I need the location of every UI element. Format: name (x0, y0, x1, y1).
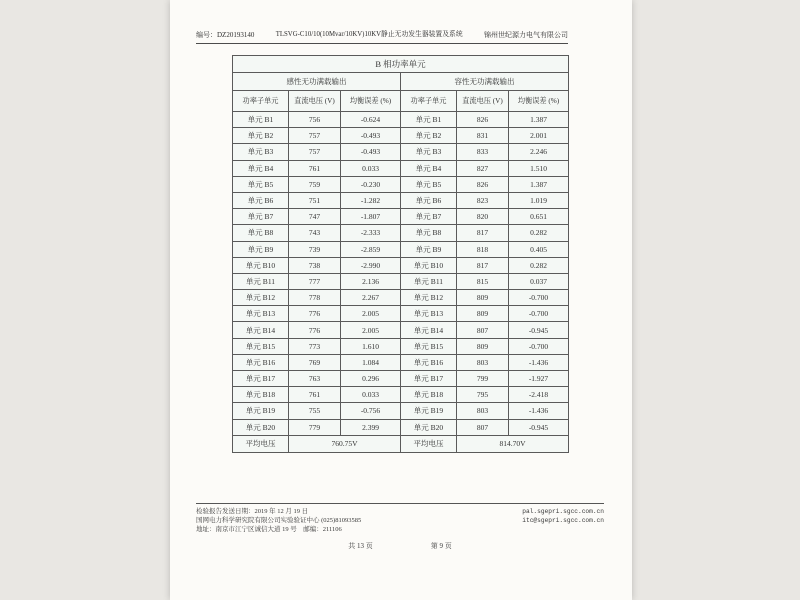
table-cell: 2.136 (341, 273, 401, 289)
table-cell: 757 (289, 128, 341, 144)
table-cell: 799 (457, 371, 509, 387)
table-cell: 755 (289, 403, 341, 419)
table-cell: 单元 B9 (233, 241, 289, 257)
table-cell: 2.246 (509, 144, 569, 160)
average-value-right: 814.70V (457, 435, 569, 452)
table-cell: 779 (289, 419, 341, 435)
table-cell: 单元 B17 (401, 371, 457, 387)
table-cell: 0.037 (509, 273, 569, 289)
table-cell: 1.510 (509, 160, 569, 176)
table-cell: 2.267 (341, 290, 401, 306)
table-title: B 相功率单元 (233, 56, 569, 73)
table-body (233, 112, 569, 436)
table-cell: -0.493 (341, 144, 401, 160)
col-header-voltage-right: 直流电压 (V) (457, 91, 509, 112)
table-cell: 单元 B6 (233, 192, 289, 208)
table-cell: 831 (457, 128, 509, 144)
table-cell: -0.945 (509, 322, 569, 338)
table-cell: 单元 B11 (233, 273, 289, 289)
table-cell: 单元 B14 (401, 322, 457, 338)
col-header-error-right: 均衡误差 (%) (509, 91, 569, 112)
table-cell: 0.405 (509, 241, 569, 257)
table-cell: 单元 B13 (233, 306, 289, 322)
table-row (233, 403, 569, 419)
page-current: 第 9 页 (430, 542, 452, 550)
table-cell: 单元 B4 (401, 160, 457, 176)
table-cell: 818 (457, 241, 509, 257)
table-cell: 769 (289, 354, 341, 370)
table-cell: 0.296 (341, 371, 401, 387)
table-row (233, 241, 569, 257)
col-header-voltage-left: 直流电压 (V) (289, 91, 341, 112)
table-cell: -0.230 (341, 176, 401, 192)
table-cell: 2.005 (341, 322, 401, 338)
table-row (233, 160, 569, 176)
table-row (233, 112, 569, 128)
footer-left-block (196, 507, 361, 534)
table-cell: -0.624 (341, 112, 401, 128)
table-row (233, 371, 569, 387)
table-cell: 0.033 (341, 160, 401, 176)
table-cell: 833 (457, 144, 509, 160)
table-cell: 单元 B8 (401, 225, 457, 241)
table-cell: 0.282 (509, 257, 569, 273)
table-section-row (233, 73, 569, 91)
table-cell: 单元 B4 (233, 160, 289, 176)
table-cell: 2.001 (509, 128, 569, 144)
table-cell: 826 (457, 112, 509, 128)
table-cell: 743 (289, 225, 341, 241)
table-cell: 单元 B6 (401, 192, 457, 208)
table-cell: 0.033 (341, 387, 401, 403)
table-foot (233, 435, 569, 452)
average-value-left: 760.75V (289, 435, 401, 452)
footer-right-block (522, 507, 604, 534)
table-row (233, 290, 569, 306)
table-cell: 757 (289, 144, 341, 160)
average-row (233, 435, 569, 452)
table-cell: 单元 B7 (233, 209, 289, 225)
table-cell: 单元 B9 (401, 241, 457, 257)
table-row (233, 225, 569, 241)
table-cell: 827 (457, 160, 509, 176)
report-title: TLSVG-C10/10(10Mvar/10KV)10KV静止无功发生器装置及系统 (275, 31, 463, 38)
footer-address: 地址：南京市江宁区诚信大道 19 号 邮编：211106 (196, 526, 342, 533)
table-row (233, 257, 569, 273)
footer-send-date: 检验报告发送日期：2019 年 12 月 19 日 (196, 508, 309, 515)
table-cell: 1.387 (509, 176, 569, 192)
table-cell: 738 (289, 257, 341, 273)
table-cell: 1.019 (509, 192, 569, 208)
table-cell: 761 (289, 160, 341, 176)
table-row (233, 144, 569, 160)
table-cell: 1.387 (509, 112, 569, 128)
table-cell: 759 (289, 176, 341, 192)
table-cell: 单元 B2 (233, 128, 289, 144)
table-cell: -1.436 (509, 403, 569, 419)
table-cell: 单元 B1 (401, 112, 457, 128)
table-cell: 单元 B3 (233, 144, 289, 160)
table-cell: 单元 B15 (233, 338, 289, 354)
table-cell: 单元 B7 (401, 209, 457, 225)
company-name: 锦州世纪源力电气有限公司 (484, 31, 568, 39)
table-cell: -2.333 (341, 225, 401, 241)
footer-columns (196, 507, 604, 534)
page-number-line (196, 541, 604, 551)
table-cell: 807 (457, 419, 509, 435)
table-cell: 单元 B18 (401, 387, 457, 403)
average-label-left: 平均电压 (233, 435, 289, 452)
table-cell: 809 (457, 338, 509, 354)
table-cell: 820 (457, 209, 509, 225)
col-header-unit-left: 功率子单元 (233, 91, 289, 112)
table-cell: -0.493 (341, 128, 401, 144)
table-cell: 单元 B18 (233, 387, 289, 403)
table-cell: 单元 B5 (401, 176, 457, 192)
table-row (233, 209, 569, 225)
table-cell: 795 (457, 387, 509, 403)
table-row (233, 338, 569, 354)
table-cell: -0.700 (509, 338, 569, 354)
table-title-row (233, 56, 569, 73)
table-cell: 单元 B10 (401, 257, 457, 273)
table-cell: 单元 B19 (401, 403, 457, 419)
table-cell: -2.859 (341, 241, 401, 257)
report-number (196, 30, 254, 40)
footer-organization: 国网电力科学研究院有限公司实验验证中心 (025)81093585 (196, 517, 362, 524)
table-cell: 817 (457, 257, 509, 273)
table-cell: 777 (289, 273, 341, 289)
table-row (233, 387, 569, 403)
table-cell: 778 (289, 290, 341, 306)
table-cell: 单元 B11 (401, 273, 457, 289)
table-cell: 单元 B19 (233, 403, 289, 419)
table-row (233, 273, 569, 289)
table-cell: 809 (457, 306, 509, 322)
table-cell: -1.282 (341, 192, 401, 208)
report-number-value: DZ20193140 (217, 31, 255, 39)
table-cell: 单元 B5 (233, 176, 289, 192)
col-header-unit-right: 功率子单元 (401, 91, 457, 112)
section-inductive: 感性无功满载输出 (233, 73, 401, 91)
table-cell: -2.990 (341, 257, 401, 273)
table-cell: 2.399 (341, 419, 401, 435)
report-header (196, 30, 568, 44)
table-cell: 1.610 (341, 338, 401, 354)
col-header-error-left: 均衡误差 (%) (341, 91, 401, 112)
table-cell: 单元 B17 (233, 371, 289, 387)
table-cell: 807 (457, 322, 509, 338)
table-cell: 817 (457, 225, 509, 241)
table-cell: 单元 B13 (401, 306, 457, 322)
table-cell: 809 (457, 290, 509, 306)
table-cell: -0.700 (509, 306, 569, 322)
table-cell: 单元 B12 (401, 290, 457, 306)
table-cell: -0.700 (509, 290, 569, 306)
table-row (233, 419, 569, 435)
table-cell: 单元 B2 (401, 128, 457, 144)
report-number-label: 编号： (196, 31, 217, 39)
report-footer (196, 503, 604, 551)
table-cell: 2.005 (341, 306, 401, 322)
power-unit-table (232, 55, 569, 453)
table-row (233, 306, 569, 322)
table-cell: 单元 B8 (233, 225, 289, 241)
table-cell: 单元 B16 (233, 354, 289, 370)
table-cell: 1.084 (341, 354, 401, 370)
table-head (233, 56, 569, 112)
table-cell: 单元 B15 (401, 338, 457, 354)
scanned-report-page (170, 0, 632, 600)
table-cell: 776 (289, 306, 341, 322)
pages-total: 共 13 页 (348, 542, 373, 550)
table-cell: 单元 B3 (401, 144, 457, 160)
table-column-header-row (233, 91, 569, 112)
table-cell: 751 (289, 192, 341, 208)
table-row (233, 128, 569, 144)
table-cell: 747 (289, 209, 341, 225)
table-cell: 0.651 (509, 209, 569, 225)
table-cell: 单元 B1 (233, 112, 289, 128)
table-cell: 单元 B20 (401, 419, 457, 435)
table-row (233, 322, 569, 338)
table-cell: 763 (289, 371, 341, 387)
table-cell: 823 (457, 192, 509, 208)
table-cell: 单元 B10 (233, 257, 289, 273)
table-row (233, 354, 569, 370)
table-cell: -0.945 (509, 419, 569, 435)
table-cell: 单元 B12 (233, 290, 289, 306)
table-row (233, 176, 569, 192)
table-cell: 单元 B16 (401, 354, 457, 370)
table-cell: -1.807 (341, 209, 401, 225)
table-cell: 单元 B20 (233, 419, 289, 435)
footer-website: pal.sgepri.sgcc.com.cn (522, 508, 604, 515)
table-cell: 单元 B14 (233, 322, 289, 338)
table-cell: 739 (289, 241, 341, 257)
table-cell: 776 (289, 322, 341, 338)
table-cell: -0.756 (341, 403, 401, 419)
table-cell: -1.436 (509, 354, 569, 370)
table-cell: 803 (457, 403, 509, 419)
table-cell: 815 (457, 273, 509, 289)
section-capacitive: 容性无功满载输出 (401, 73, 569, 91)
table-cell: 0.282 (509, 225, 569, 241)
table-cell: 756 (289, 112, 341, 128)
table-cell: 826 (457, 176, 509, 192)
table-cell: 773 (289, 338, 341, 354)
table-cell: 803 (457, 354, 509, 370)
footer-email: itc@sgepri.sgcc.com.cn (522, 517, 604, 524)
table-row (233, 192, 569, 208)
average-label-right: 平均电压 (401, 435, 457, 452)
table-cell: -1.927 (509, 371, 569, 387)
table-cell: 761 (289, 387, 341, 403)
table-cell: -2.418 (509, 387, 569, 403)
